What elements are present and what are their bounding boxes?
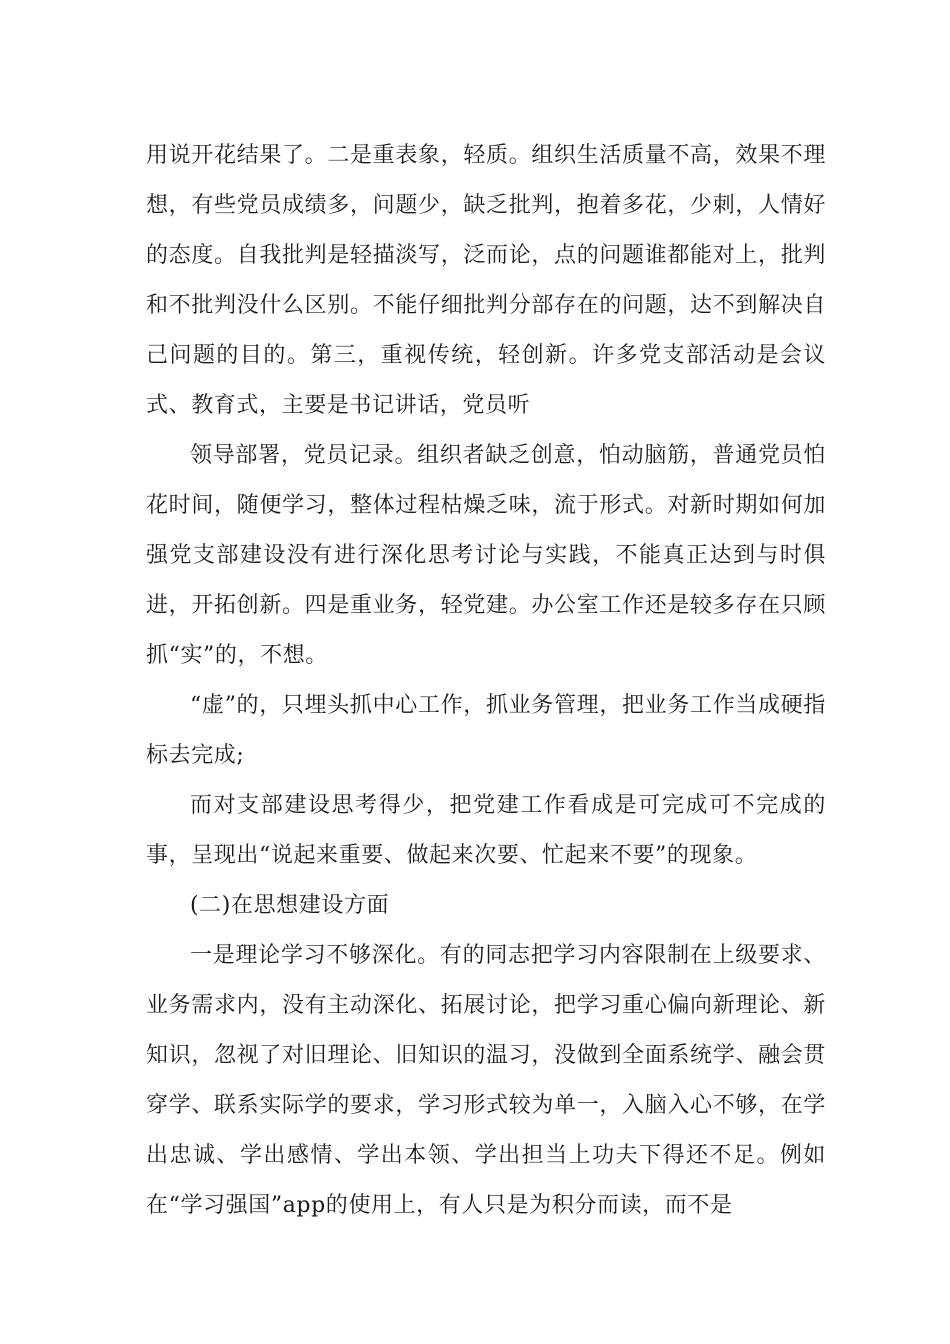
paragraph-1: 用说开花结果了。二是重表象，轻质。组织生活质量不高，效果不理想，有些党员成绩多，问题少，缺乏批判，抱着多花，少刺，人情好的态度。自我批判是轻描淡写，泛而论，点的问题谁都能对上，批判和不批判没什么区别。不能仔细批判分部存在的问题，达不到解决自己问题的目的。第三，重视传统，轻创新。许多党支部活动是会议式、教育式，主要是书记讲话，党员听 xyxy=(146,143,826,418)
paragraph-3: “虚”的，只埋头抓中心工作，抓业务管理，把业务工作当成硬指标去完成; xyxy=(146,693,826,768)
paragraph-2: 领导部署，党员记录。组织者缺乏创意，怕动脑筋，普通党员怕花时间，随便学习，整体过程枯燥乏味，流于形式。对新时期如何加强党支部建设没有进行深化思考讨论与实践，不能真正达到与时俱进，开拓创新。四是重业务，轻党建。办公室工作还是较多存在只顾抓“实”的，不想。 xyxy=(146,443,826,668)
section-heading: (二)在思想建设方面 xyxy=(190,893,390,918)
document-body xyxy=(146,131,826,1231)
paragraph-4: 而对支部建设思考得少，把党建工作看成是可完成可不完成的事，呈现出“说起来重要、做起来次要、忙起来不要”的现象。 xyxy=(146,793,826,868)
paragraph-5: 一是理论学习不够深化。有的同志把学习内容限制在上级要求、业务需求内，没有主动深化、拓展讨论，把学习重心偏向新理论、新知识，忽视了对旧理论、旧知识的温习，没做到全面系统学、融会贯穿学、联系实际学的要求，学习形式较为单一，入脑入心不够，在学出忠诚、学出感情、学出本领、学出担当上功夫下得还不足。例如在“学习强国”app的使用上，有人只是为积分而读，而不是 xyxy=(146,943,826,1218)
